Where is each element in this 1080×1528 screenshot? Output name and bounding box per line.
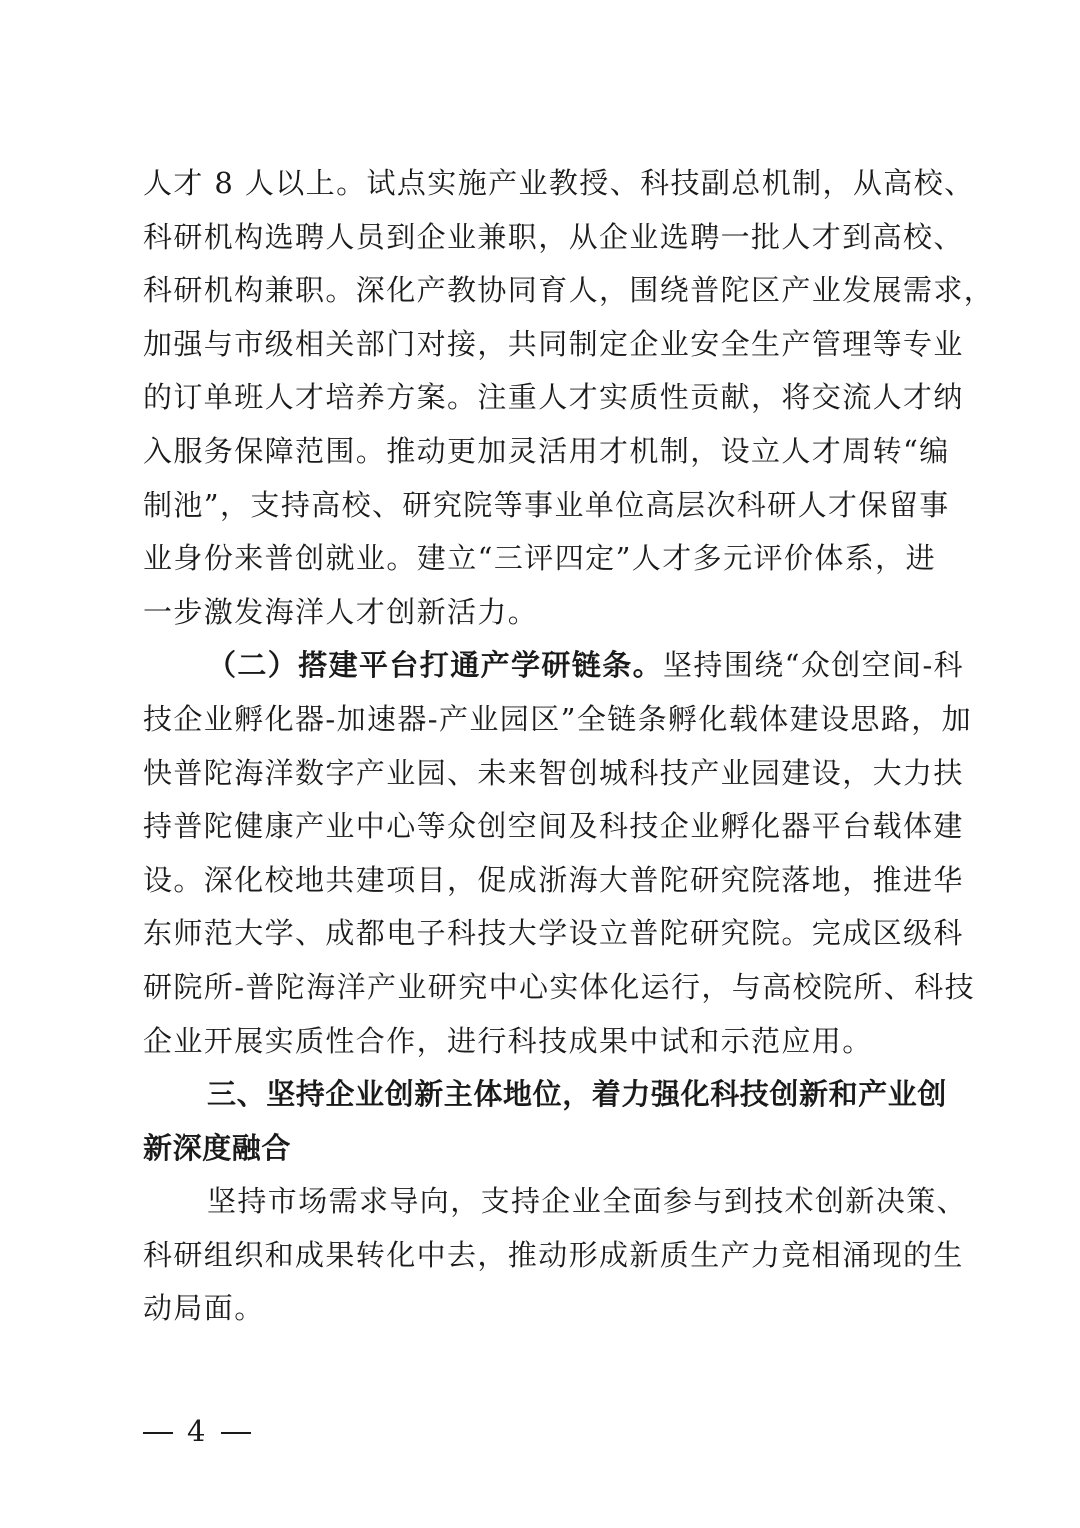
paragraph-platform [143, 639, 975, 1068]
text-line: 一步激发海洋人才创新活力。 [143, 594, 539, 629]
text-line: 人才 8 人以上。试点实施产业教授、科技副总机制，从高校、 [143, 166, 975, 200]
text-line: 坚持市场需求导向，支持企业全面参与到技术创新决策、 [207, 1184, 968, 1219]
text-line: 企业开展实质性合作，进行科技成果中试和示范应用。 [143, 1023, 873, 1058]
text-line: 科研机构选聘人员到企业兼职，从企业选聘一批人才到高校、 [143, 219, 964, 254]
page-number-value: 4 [187, 1414, 208, 1448]
paragraph-market [143, 1175, 968, 1336]
heading-line: 新深度融合 [143, 1130, 292, 1165]
text-line: 制池”，支持高校、研究院等事业单位高层次科研人才保留事 [143, 487, 950, 522]
text-line: 技企业孵化器-加速器-产业园区”全链条孵化载体建设思路，加 [143, 701, 973, 736]
section-heading [143, 1068, 948, 1175]
dash-left [143, 1432, 173, 1434]
text-line: 加强与市级相关部门对接，共同制定企业安全生产管理等专业 [143, 326, 964, 361]
text-line: 动局面。 [143, 1291, 265, 1326]
text-line: 研院所-普陀海洋产业研究中心实体化运行，与高校院所、科技 [143, 969, 975, 1004]
text-line: 设。深化校地共建项目，促成浙海大普陀研究院落地，推进华 [143, 862, 964, 897]
text-span: 坚持围绕“众创空间-科 [663, 648, 965, 683]
page-number [143, 1414, 265, 1448]
dash-right [221, 1432, 251, 1434]
text-line: 科研机构兼职。深化产教协同育人，围绕普陀区产业发展需求， [143, 273, 995, 308]
text-line: 科研组织和成果转化中去，推动形成新质生产力竞相涌现的生 [143, 1237, 964, 1272]
text-line: 业身份来普创就业。建立“三评四定”人才多元评价体系，进 [143, 541, 936, 576]
text-line: 东师范大学、成都电子科技大学设立普陀研究院。完成区级科 [143, 916, 964, 951]
document-body [143, 157, 995, 1336]
text-line: 入服务保障范围。推动更加灵活用才机制，设立人才周转“编 [143, 433, 950, 468]
text-line: 持普陀健康产业中心等众创空间及科技企业孵化器平台载体建 [143, 809, 964, 844]
heading-line: 三、坚持企业创新主体地位，着力强化科技创新和产业创 [207, 1077, 948, 1112]
text-line: 快普陀海洋数字产业园、未来智创城科技产业园建设，大力扶 [143, 755, 964, 790]
text-line: 的订单班人才培养方案。注重人才实质性贡献，将交流人才纳 [143, 380, 964, 415]
paragraph-talent [143, 157, 995, 639]
subsection-heading: （二）搭建平台打通产学研链条。 [207, 648, 664, 683]
text-line [143, 639, 965, 693]
